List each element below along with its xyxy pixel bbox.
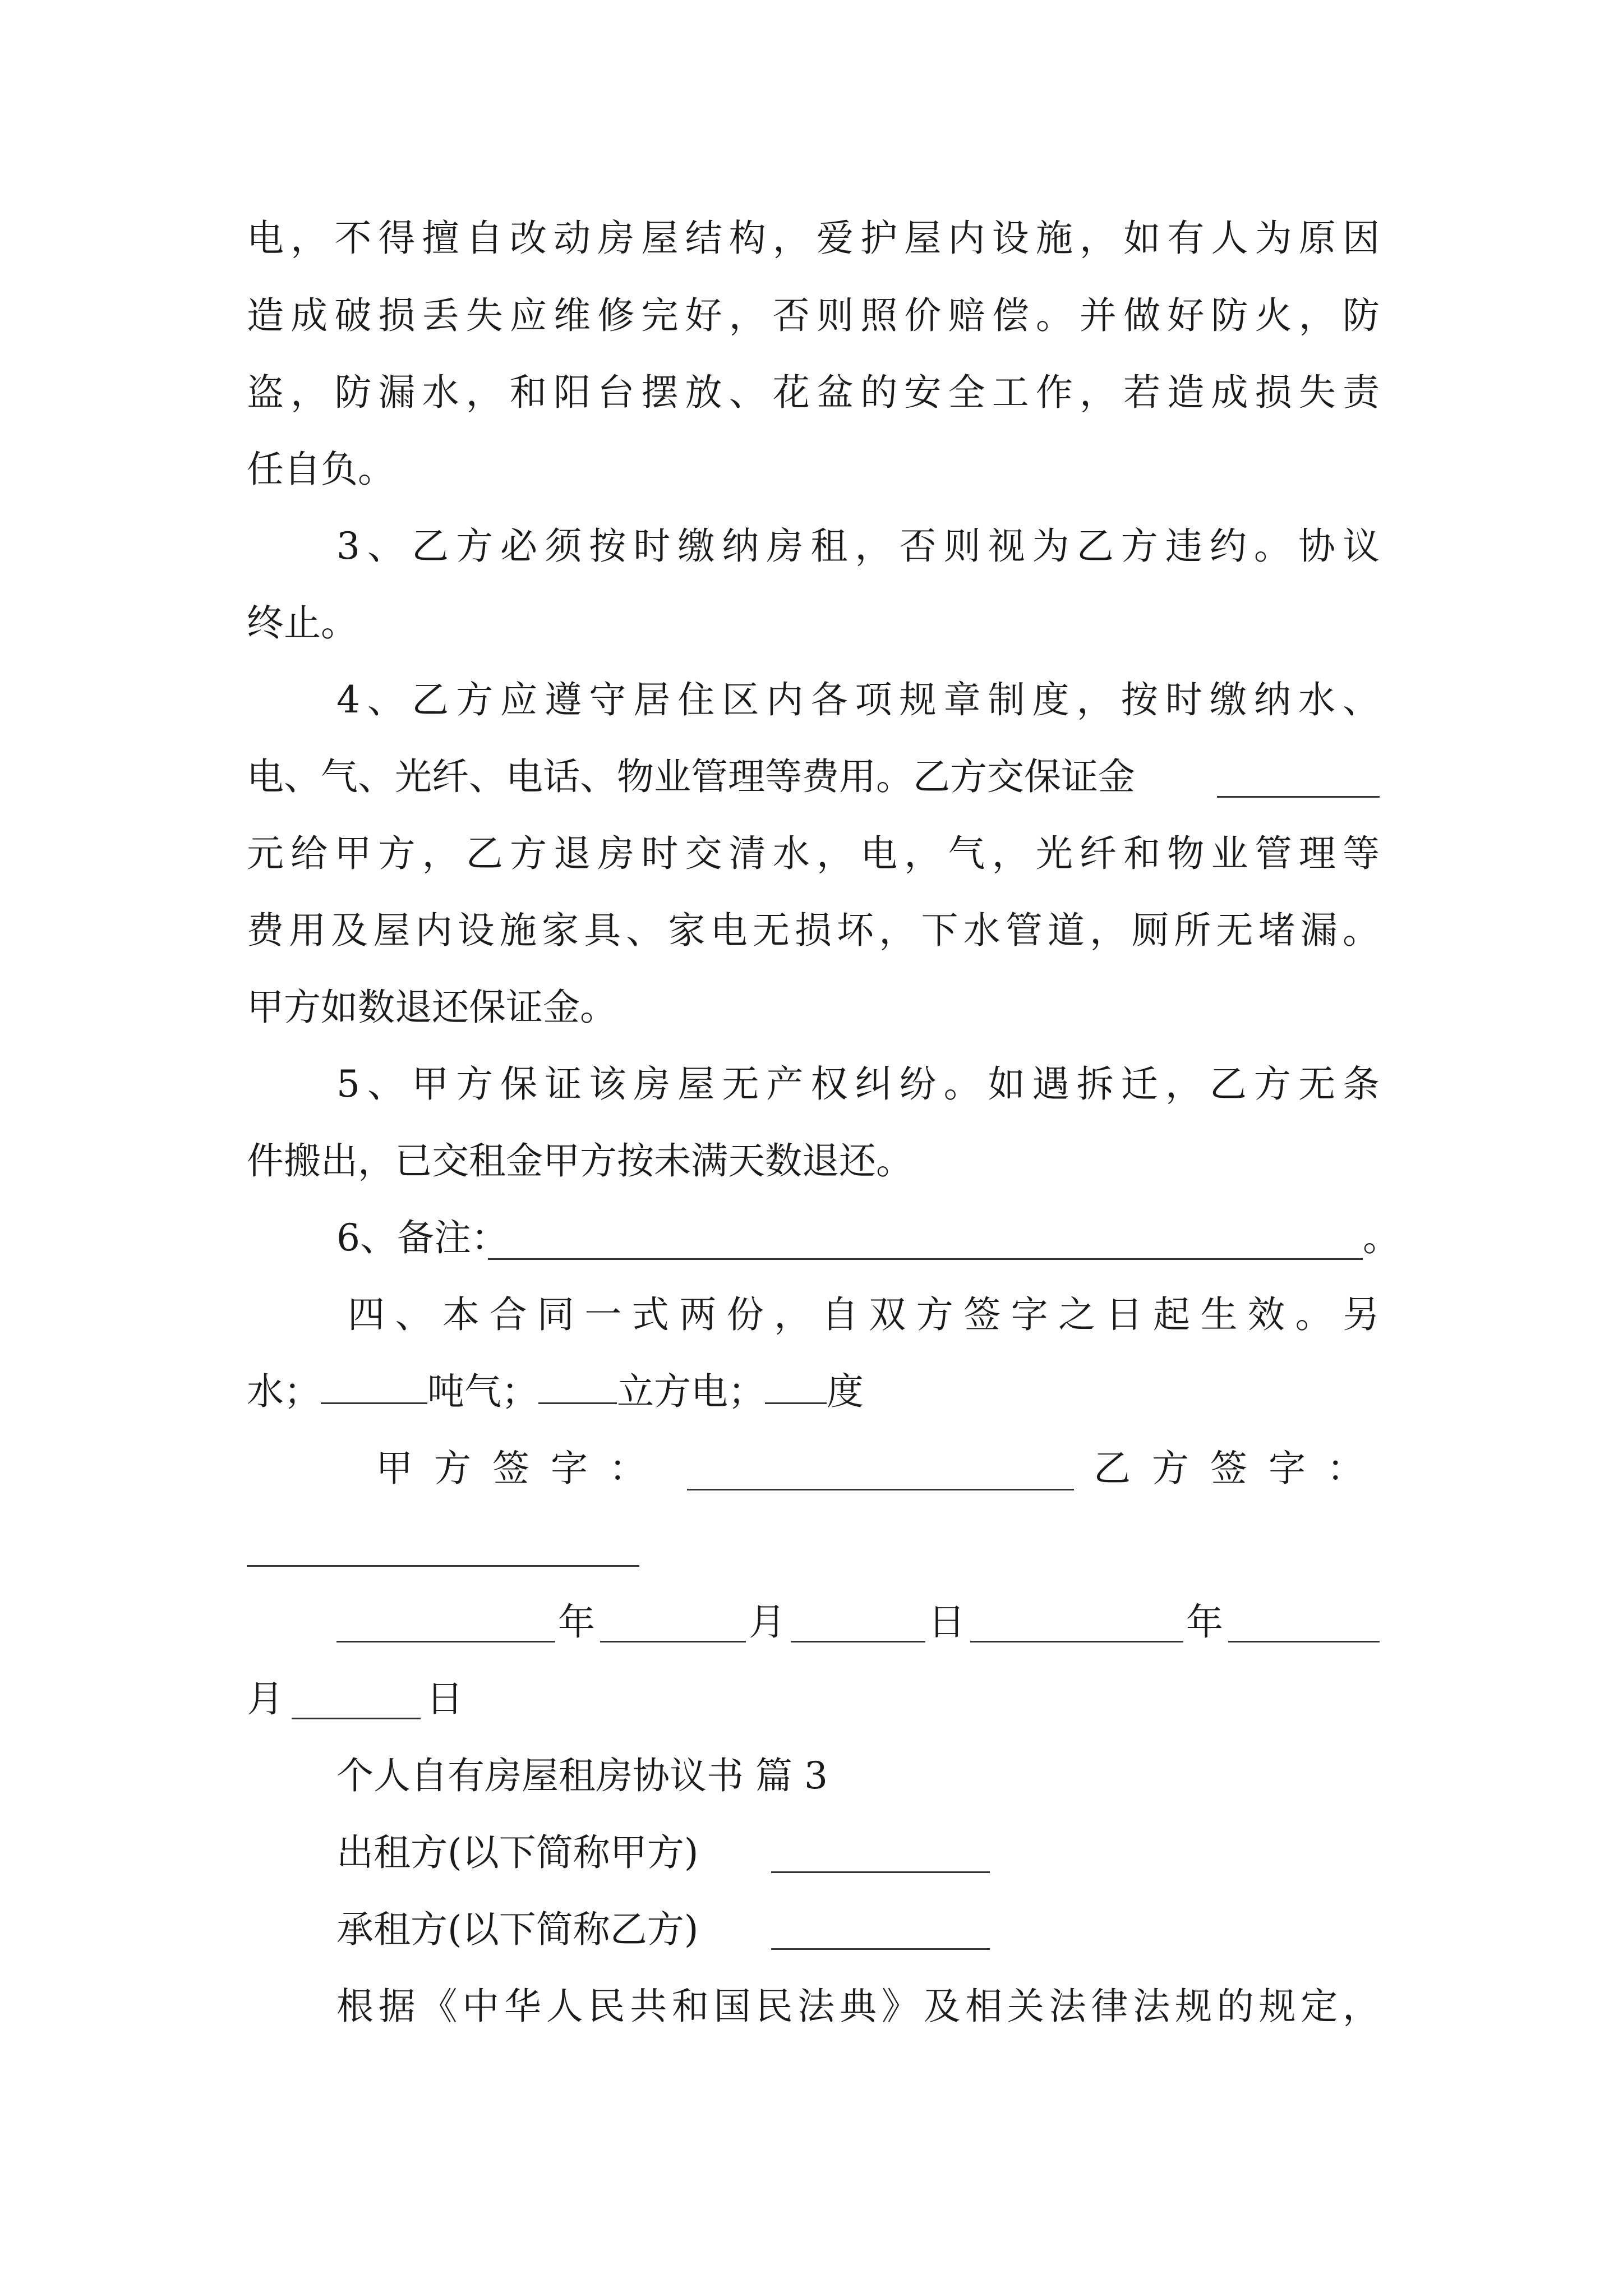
gas-blank — [538, 1371, 617, 1404]
date-b-month: 月 — [247, 1677, 284, 1720]
date-a-day: 日 — [928, 1600, 965, 1644]
date-a-day-blank — [791, 1641, 925, 1642]
date-b-month-blank — [1228, 1641, 1380, 1642]
paragraph-line: 费用及屋内设施家具、家电无损坏，下水管道，厕所无堵漏。 — [247, 909, 1380, 952]
legal-basis-line: 根据《中华人民共和国民法典》及相关法律法规的规定， — [336, 1985, 1380, 2028]
paragraph-line: 盗，防漏水，和阳台摆放、花盆的安全工作，若造成损失责 — [247, 371, 1380, 414]
remarks-label: 6、备注： — [336, 1216, 508, 1259]
section-title: 个人自有房屋租房协议书 篇 3 — [336, 1754, 828, 1797]
clause-4-line: 4、乙方应遵守居住区内各项规章制度，按时缴纳水、 — [336, 678, 1380, 721]
lessee-blank — [771, 1948, 990, 1950]
lessee-label: 承租方(以下简称乙方) — [336, 1908, 699, 1951]
water-label: 水； — [247, 1370, 321, 1413]
date-a-year: 年 — [558, 1600, 595, 1644]
clause-5-line: 5、甲方保证该房屋无产权纠纷。如遇拆迁，乙方无条 — [336, 1062, 1380, 1106]
deposit-blank — [1217, 796, 1380, 798]
paragraph-line: 终止。 — [247, 601, 358, 645]
electric-blank — [765, 1371, 827, 1404]
party-b-sign-blank — [247, 1565, 639, 1567]
clause-four-line: 四、本合同一式两份，自双方签字之日起生效。另 — [348, 1293, 1380, 1336]
paragraph-line: 甲方如数退还保证金。 — [247, 986, 617, 1029]
clause-3-line: 3、乙方必须按时缴纳房租，否则视为乙方违约。协议 — [336, 524, 1380, 568]
date-b-day: 日 — [426, 1677, 463, 1720]
remarks-end: 。 — [1363, 1216, 1400, 1259]
utility-line — [247, 1369, 864, 1414]
paragraph-line: 件搬出，已交租金甲方按未满天数退还。 — [247, 1139, 913, 1182]
party-a-sign-label: 甲方签字： — [376, 1447, 667, 1490]
date-a-month: 月 — [749, 1600, 786, 1644]
paragraph-line: 造成破损丢失应维修完好，否则照价赔偿。并做好防火，防 — [247, 294, 1380, 337]
date-b-year-blank — [970, 1641, 1183, 1642]
gas-label: 吨气； — [427, 1370, 538, 1413]
date-a-year-blank — [336, 1641, 555, 1642]
paragraph-line: 元给甲方，乙方退房时交清水，电，气，光纤和物业管理等 — [247, 832, 1380, 875]
lessor-blank — [771, 1871, 990, 1873]
water-blank — [321, 1371, 427, 1404]
date-b-year: 年 — [1186, 1600, 1223, 1644]
party-a-sign-blank — [687, 1489, 1074, 1490]
date-b-day-blank — [292, 1718, 421, 1719]
unit-label: 度 — [827, 1370, 864, 1413]
remarks-blank — [488, 1258, 1363, 1260]
date-a-month-blank — [600, 1641, 746, 1642]
paragraph-line: 电，不得擅自改动房屋结构，爱护屋内设施，如有人为原因 — [247, 217, 1380, 260]
lessor-label: 出租方(以下简称甲方) — [336, 1831, 699, 1874]
electric-label: 立方电； — [617, 1370, 765, 1413]
paragraph-line: 任自负。 — [247, 448, 395, 491]
deposit-text: 电、气、光纤、电话、物业管理等费用。乙方交保证金 — [247, 755, 1135, 798]
paragraph-line — [247, 754, 1135, 799]
party-b-sign-label: 乙方签字： — [1094, 1447, 1385, 1490]
